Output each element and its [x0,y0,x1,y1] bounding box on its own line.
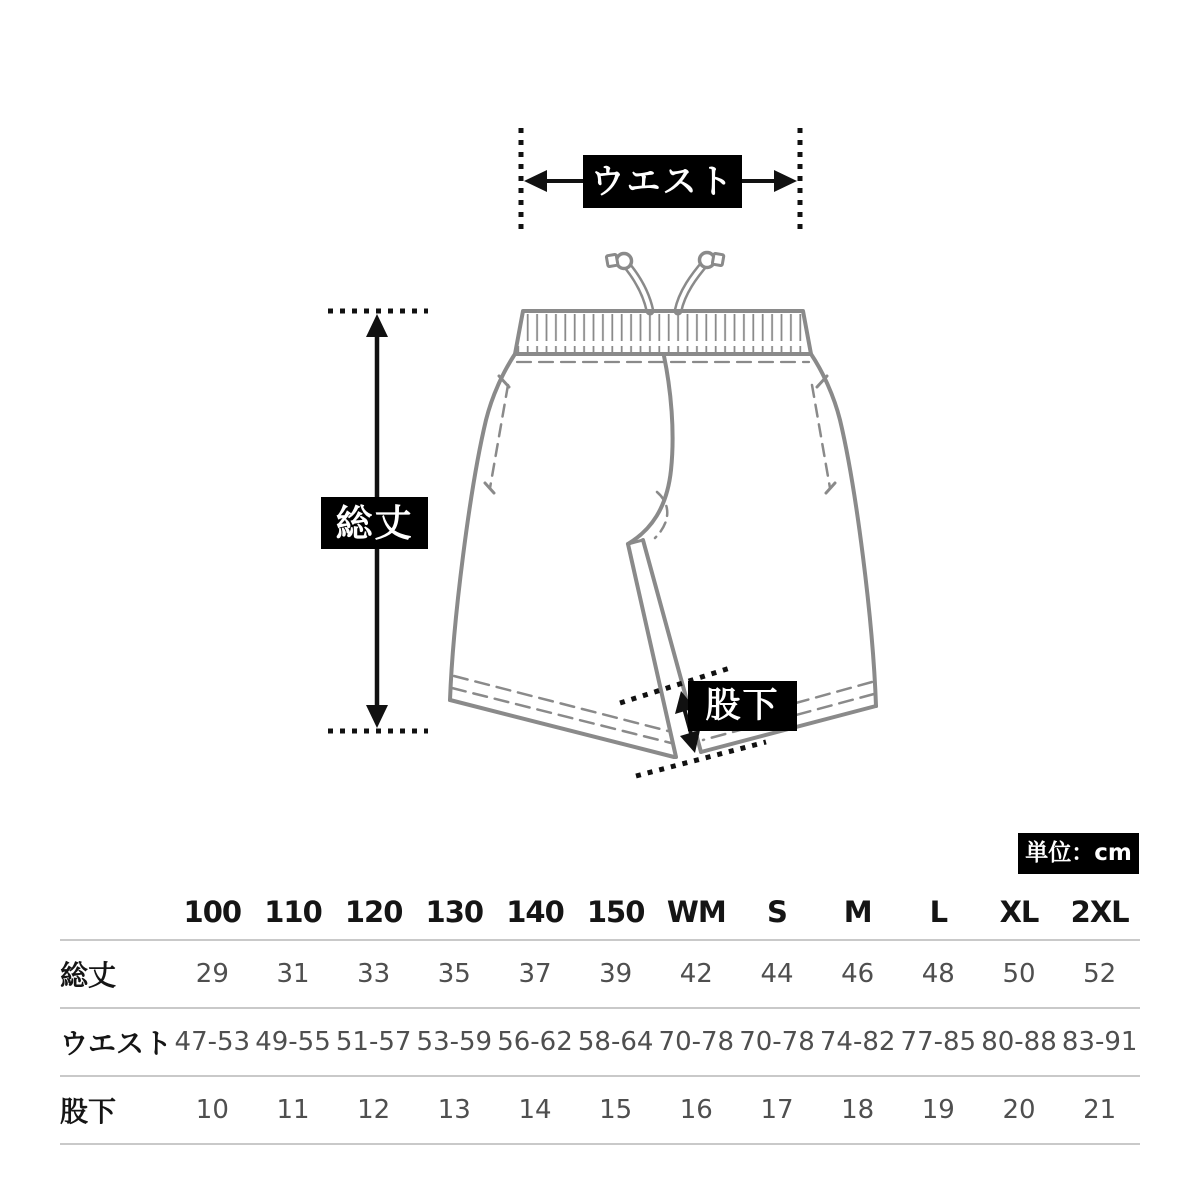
size-value: 13 [437,1095,471,1125]
unit-badge: 単位：cm [1018,833,1139,874]
row-label: ウエスト [60,1027,173,1060]
size-value: 39 [599,959,633,989]
size-value: 52 [1083,959,1117,989]
size-column-header-100: 100 [183,894,242,929]
size-column-header-140: 140 [506,894,564,929]
size-value: 20 [1002,1095,1036,1125]
size-value: 74-82 [819,1027,896,1057]
shorts-body [450,354,876,757]
size-column-header-xl: XL [999,894,1039,929]
size-value: 80-88 [981,1027,1057,1057]
size-value: 19 [921,1095,955,1125]
size-table [60,884,1140,1145]
size-column-header-s: S [767,894,787,929]
size-value: 16 [679,1095,713,1125]
size-column-header-l: L [929,894,948,929]
size-column-header-110: 110 [264,894,322,929]
size-value: 50 [1002,959,1036,989]
size-column-header-150: 150 [586,894,645,929]
table-row-total-length [60,939,1140,1007]
size-value: 37 [518,959,552,989]
size-column-header-2xl: 2XL [1070,894,1129,929]
size-value: 58-64 [577,1027,654,1057]
size-value: 21 [1083,1095,1117,1125]
size-value: 11 [276,1095,310,1125]
waist-measure-label: ウエスト [583,155,742,208]
size-value: 53-59 [416,1027,493,1057]
size-column-header-130: 130 [425,894,484,929]
size-value: 35 [437,959,471,989]
inseam-measure-label: 股下 [688,681,797,731]
size-table-header-row [60,884,1140,939]
size-value: 51-57 [335,1027,412,1057]
size-value: 47-53 [174,1027,251,1057]
size-value: 15 [599,1095,633,1125]
size-value: 42 [679,959,713,989]
pocket-stitch-left [485,376,509,493]
size-value: 49-55 [255,1027,331,1057]
size-value: 70-78 [739,1027,815,1057]
size-value: 83-91 [1061,1027,1138,1057]
table-row-inseam [60,1075,1140,1143]
measurement-annotations [328,128,800,776]
table-row-waist [60,1007,1140,1075]
size-value: 17 [760,1095,794,1125]
row-label: 股下 [60,1095,117,1128]
total-length-measure-label: 総丈 [321,497,428,549]
size-value: 29 [195,959,229,989]
size-value: 77-85 [900,1027,977,1057]
size-value: 44 [760,959,794,989]
size-column-header-wm: WM [666,894,726,929]
size-value: 56-62 [497,1027,573,1057]
size-value: 48 [921,959,955,989]
size-value: 46 [841,959,875,989]
size-column-header-m: M [843,894,872,929]
size-value: 14 [518,1095,552,1125]
size-value: 18 [841,1095,875,1125]
size-column-header-120: 120 [344,894,403,929]
size-value: 31 [276,959,310,989]
shorts-drawing [450,253,876,758]
size-value: 12 [357,1095,391,1125]
size-value: 70-78 [658,1027,735,1057]
size-value: 33 [357,959,391,989]
size-value: 10 [195,1095,229,1125]
drawstring-icon [606,253,724,312]
row-label: 総丈 [60,959,117,992]
